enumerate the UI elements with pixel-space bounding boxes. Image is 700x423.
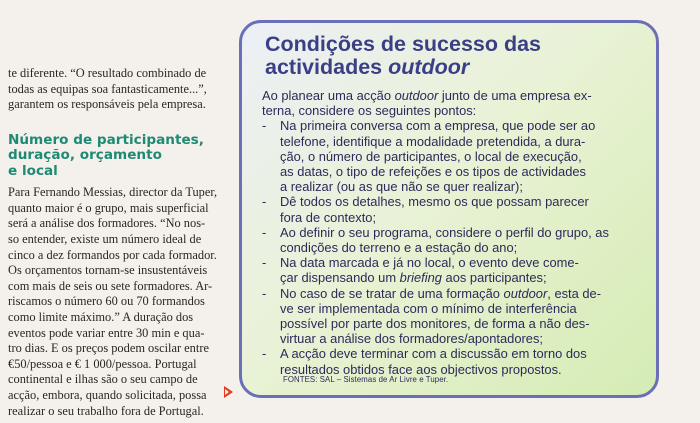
intro-paragraph (8, 66, 226, 113)
dash-bullet: - (262, 285, 267, 301)
dash-bullet: - (262, 255, 267, 271)
text-line: Para Fernando Messias, director da Tuper, (8, 185, 218, 200)
list-item (262, 194, 654, 209)
list-item-continuation: ção, o número de participantes, o local de execução, (280, 148, 582, 164)
list-item-continuation: fora de contexto; (280, 209, 377, 225)
text-fragment: çar dispensando um (280, 270, 400, 286)
list-item (262, 118, 654, 133)
item-text: Na primeira conversa com a empresa, que pode ser ao (280, 118, 596, 134)
text-line: continental e ilhas são o seu campo de (8, 372, 198, 387)
list-item-continuation: ve ser implementada com o mínimo de interferência (280, 300, 577, 316)
text-line: €50/pessoa e € 1 000/pessoa. Portugal (8, 356, 197, 371)
list-item-continuation: telefone, identifique a modalidade pretendida, a dura- (280, 133, 586, 149)
text-fragment: No caso de se tratar de uma formação (280, 285, 504, 301)
list-item-continuation: virtuar a análise dos formadores/apontadores; (280, 331, 543, 347)
item-text: Na data marcada e já no local, o evento deve come- (280, 255, 579, 271)
dash-bullet: - (262, 346, 267, 362)
title-line (265, 56, 541, 79)
section-subheading (8, 133, 226, 180)
box-intro-line (262, 88, 654, 103)
title-text: actividades (265, 55, 389, 79)
text-line: quanto maior é o grupo, mais superficial (8, 200, 209, 215)
list-item (262, 346, 654, 361)
box-intro-line: terna, considere os seguintes pontos: (262, 103, 477, 119)
arrow-right-icon (224, 386, 233, 398)
box-body (262, 88, 654, 377)
item-text: A acção deve terminar com a discussão em torno dos (280, 346, 587, 362)
text-fragment: aos participantes; (441, 270, 547, 286)
text-line: com mais de seis ou sete formadores. Ar- (8, 278, 213, 293)
text-fragment: junto de uma empresa ex- (438, 88, 592, 103)
sidebar-box (239, 20, 659, 398)
emphasis: outdoor (503, 285, 548, 301)
list-item-continuation: condições do terreno e a estação do ano; (280, 240, 518, 256)
list-item-continuation: a realizar (ou as que não se quer realizar); (280, 179, 523, 195)
emphasis: outdoor (394, 88, 439, 103)
text-line: todas as equipas soa fantasticamente...”, (8, 81, 207, 96)
list-item-continuation: as datas, o tipo de refeições e os tipos de actividades (280, 164, 586, 180)
dash-bullet: - (262, 224, 267, 240)
text-line: te diferente. “O resultado combinado de (8, 66, 207, 80)
text-line: será a análise dos formadores. “No nos- (8, 216, 206, 231)
subheading-line: Número de participantes, (8, 131, 204, 148)
list-item (262, 286, 654, 301)
text-line: so entender, existe um número ideal de (8, 232, 202, 247)
subheading-line: e local (8, 162, 58, 179)
list-item-continuation: possível por parte dos monitores, de forma a não des- (280, 316, 590, 332)
list-item-continuation: resultados obtidos face aos objectivos propostos. (280, 361, 562, 377)
text-line: Os orçamentos tornam-se insustentáveis (8, 263, 208, 278)
article-left-column (8, 66, 226, 419)
text-line: eventos pode variar entre 30 min e qua- (8, 325, 205, 340)
dash-bullet: - (262, 118, 267, 134)
text-line: garantem os responsáveis pela empresa. (8, 97, 206, 112)
text-line: tro dias. E os preços podem oscilar entre (8, 341, 209, 356)
text-fragment: , esta de- (547, 285, 602, 301)
title-emphasis: outdoor (388, 55, 470, 79)
subheading-line: duração, orçamento (8, 147, 162, 164)
list-item-continuation (262, 270, 654, 285)
emphasis: briefing (399, 270, 442, 286)
box-title (265, 33, 541, 79)
text-line: acção, embora, quando solicitada, possa (8, 388, 207, 402)
list-item (262, 255, 654, 270)
item-text: Ao definir o seu programa, considere o perfil do grupo, as (280, 224, 609, 240)
sources-note: FONTES: SAL – Sistemas de Ar Livre e Tuper. (283, 375, 449, 384)
text-line: realizar o seu trabalho fora de Portugal. (8, 403, 204, 418)
text-line: como limite máximo.” A duração dos (8, 310, 194, 325)
list-item (262, 225, 654, 240)
dash-bullet: - (262, 194, 267, 210)
text-line: cinco a dez formandos por cada formador. (8, 247, 217, 262)
text-fragment: Ao planear uma acção (262, 88, 395, 103)
text-line: riscamos o número 60 ou 70 formandos (8, 294, 205, 309)
body-paragraph (8, 185, 226, 419)
item-text: Dê todos os detalhes, mesmo os que possam parecer (280, 194, 589, 210)
title-line: Condições de sucesso das (265, 32, 542, 56)
